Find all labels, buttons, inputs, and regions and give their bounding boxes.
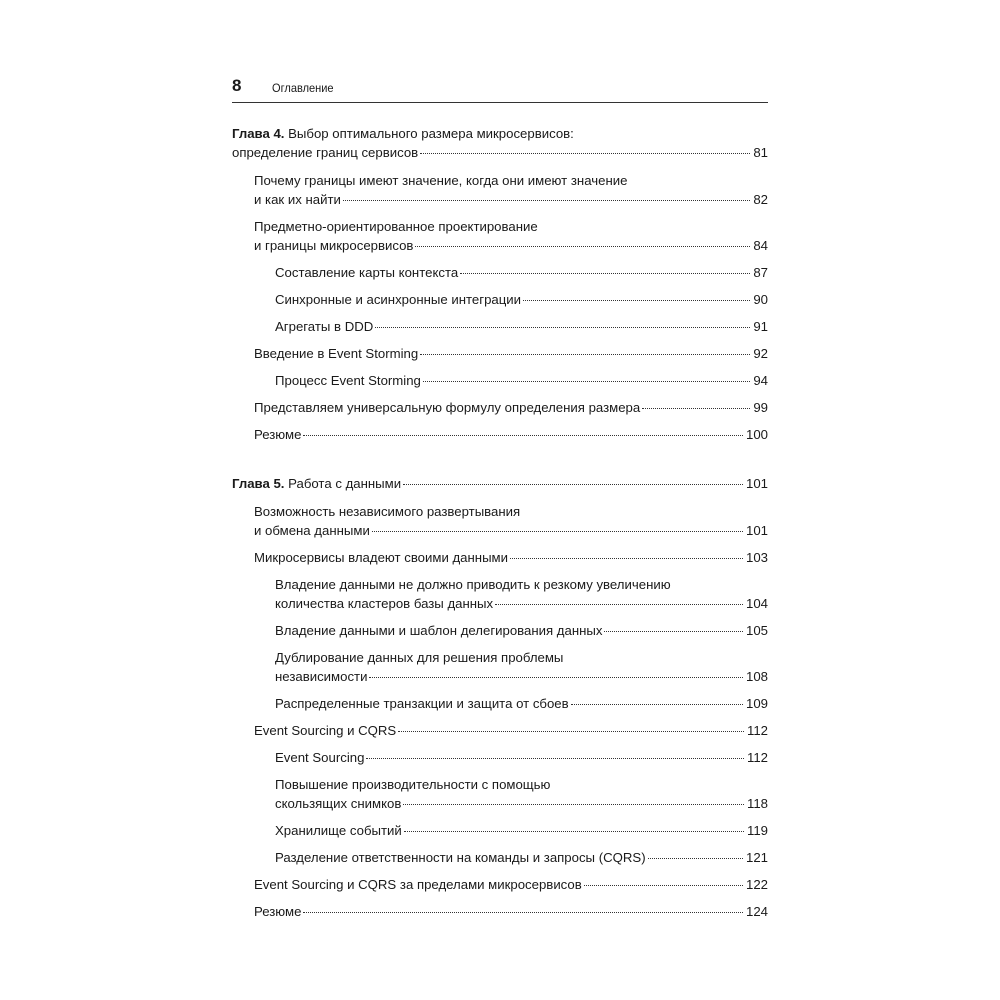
- entry-title: и обмена данными: [254, 523, 370, 538]
- page-number: 8: [232, 76, 242, 95]
- entry-title: Резюме: [254, 427, 302, 442]
- subsection-entry[interactable]: [232, 648, 768, 686]
- page-ref: 121: [745, 850, 768, 865]
- dot-leader: [372, 531, 743, 532]
- page-ref: 101: [745, 523, 768, 538]
- entry-title-line1: Владение данными не должно приводить к резкому увеличению: [275, 577, 671, 592]
- chapter-number: Глава 4.: [232, 126, 285, 141]
- page-ref: 92: [753, 346, 768, 361]
- subsection-entry[interactable]: [232, 848, 768, 867]
- dot-leader: [460, 273, 750, 274]
- entry-title-line: [254, 548, 768, 567]
- entry-title-line1: Почему границы имеют значение, когда они имеют значение: [254, 173, 628, 188]
- section-entry[interactable]: [232, 398, 768, 417]
- dot-leader: [398, 731, 744, 732]
- chapter-title: [232, 474, 401, 493]
- subsection-entry[interactable]: [232, 694, 768, 713]
- page-ref: 103: [745, 550, 768, 565]
- entry-title: количества кластеров базы данных: [275, 596, 494, 611]
- section-entry[interactable]: [232, 171, 768, 209]
- dot-leader: [403, 484, 743, 485]
- entry-title-line: [275, 821, 768, 840]
- entry-title-line: [254, 721, 768, 740]
- chapter-title-line: [232, 474, 768, 493]
- dot-leader: [523, 300, 750, 301]
- section-entry[interactable]: [232, 344, 768, 363]
- subsection-entry[interactable]: [232, 821, 768, 840]
- page-ref: 84: [753, 238, 768, 253]
- dot-leader: [648, 858, 743, 859]
- subsection-entry[interactable]: [232, 263, 768, 282]
- entry-title-line: [275, 694, 768, 713]
- entry-title: Владение данными и шаблон делегирования данных: [275, 623, 603, 638]
- chapter-title-line1: [232, 124, 768, 143]
- dot-leader: [404, 831, 744, 832]
- page-ref: 81: [753, 145, 768, 160]
- subsection-entry[interactable]: [232, 290, 768, 309]
- entry-title-line: [254, 425, 768, 444]
- entry-title-line1: Дублирование данных для решения проблемы: [275, 650, 564, 665]
- dot-leader: [415, 246, 750, 247]
- section-entry[interactable]: [232, 902, 768, 921]
- entry-title-line: [254, 875, 768, 894]
- entry-title-line: [254, 190, 768, 209]
- entry-title-line: [275, 848, 768, 867]
- entry-title-line: [254, 521, 768, 540]
- section-entry[interactable]: [232, 875, 768, 894]
- page-ref: 109: [745, 696, 768, 711]
- header-divider: [232, 102, 768, 103]
- section-entry[interactable]: [232, 502, 768, 540]
- entry-title: и границы микросервисов: [254, 238, 414, 253]
- entry-title: Синхронные и асинхронные интеграции: [275, 292, 522, 307]
- chapter-title-text: Работа с данными: [288, 476, 402, 491]
- dot-leader: [375, 327, 750, 328]
- entry-title: Процесс Event Storming: [275, 373, 421, 388]
- page-ref: 122: [745, 877, 768, 892]
- chapter-block: [232, 474, 768, 921]
- chapter-title-line2: [232, 143, 768, 162]
- section-entry[interactable]: [232, 721, 768, 740]
- section-entry[interactable]: [232, 425, 768, 444]
- running-head: [232, 74, 768, 104]
- page-ref: 91: [753, 319, 768, 334]
- chapter-number: Глава 5.: [232, 476, 285, 491]
- entry-title-line: [275, 371, 768, 390]
- dot-leader: [420, 354, 750, 355]
- page-ref: 100: [745, 427, 768, 442]
- dot-leader: [604, 631, 743, 632]
- entry-title: и как их найти: [254, 192, 341, 207]
- page-ref: 87: [753, 265, 768, 280]
- entry-title: Event Sourcing и CQRS: [254, 723, 397, 738]
- dot-leader: [642, 408, 750, 409]
- page-ref: 124: [745, 904, 768, 919]
- section-entry[interactable]: [232, 548, 768, 567]
- entry-title-line: [254, 344, 768, 363]
- dot-leader: [495, 604, 743, 605]
- entry-title-line: [275, 290, 768, 309]
- entry-title-line: [275, 794, 768, 813]
- entry-title-line: [275, 317, 768, 336]
- page-ref: 101: [745, 476, 768, 491]
- entry-title-line: [254, 236, 768, 255]
- entry-title-line: [275, 667, 768, 686]
- subsection-entry[interactable]: [232, 317, 768, 336]
- dot-leader: [420, 153, 750, 154]
- page-ref: 99: [753, 400, 768, 415]
- dot-leader: [369, 677, 743, 678]
- dot-leader: [303, 912, 743, 913]
- entry-title-line1: Возможность независимого развертывания: [254, 504, 521, 519]
- page-ref: 90: [753, 292, 768, 307]
- entry-title-line1: Предметно-ориентированное проектирование: [254, 219, 538, 234]
- entry-title: Введение в Event Storming: [254, 346, 419, 361]
- dot-leader: [343, 200, 750, 201]
- chapter-entry[interactable]: [232, 474, 768, 493]
- page-ref: 108: [745, 669, 768, 684]
- page-ref: 94: [753, 373, 768, 388]
- dot-leader: [510, 558, 743, 559]
- entry-title: Резюме: [254, 904, 302, 919]
- chapter-block: [232, 124, 768, 444]
- subsection-entry[interactable]: [232, 621, 768, 640]
- entry-title-line: [275, 263, 768, 282]
- page-ref: 104: [745, 596, 768, 611]
- entry-title: Event Sourcing и CQRS за пределами микросервисов: [254, 877, 582, 892]
- dot-leader: [571, 704, 743, 705]
- subsection-entry[interactable]: [232, 748, 768, 767]
- page-ref: 118: [746, 796, 768, 811]
- entry-title: Event Sourcing: [275, 750, 365, 765]
- entry-title: Распределенные транзакции и защита от сбоев: [275, 696, 569, 711]
- entry-title-line: [275, 621, 768, 640]
- running-title: Оглавление: [272, 81, 334, 95]
- page-ref: 112: [746, 723, 768, 738]
- dot-leader: [366, 758, 744, 759]
- entry-title-line1: Повышение производительности с помощью: [275, 777, 551, 792]
- entry-title: Представляем универсальную формулу определения размера: [254, 400, 641, 415]
- chapter-entry[interactable]: [232, 124, 768, 162]
- chapter-gap: [232, 452, 768, 474]
- subsection-entry[interactable]: [232, 371, 768, 390]
- entry-title: Агрегаты в DDD: [275, 319, 374, 334]
- entry-title: Хранилище событий: [275, 823, 402, 838]
- page-ref: 105: [745, 623, 768, 638]
- section-entry[interactable]: [232, 217, 768, 255]
- dot-leader: [423, 381, 750, 382]
- dot-leader: [584, 885, 743, 886]
- entry-title: Разделение ответственности на команды и запросы (CQRS): [275, 850, 646, 865]
- dot-leader: [303, 435, 743, 436]
- entry-title-line: [275, 594, 768, 613]
- page-ref: 112: [746, 750, 768, 765]
- subsection-entry[interactable]: [232, 775, 768, 813]
- entry-title-line: [275, 748, 768, 767]
- entry-title: Микросервисы владеют своими данными: [254, 550, 508, 565]
- entry-title-line: [254, 902, 768, 921]
- page-ref: 82: [753, 192, 768, 207]
- page-ref: 119: [746, 823, 768, 838]
- chapter-title-text: Выбор оптимального размера микросервисов:: [288, 126, 574, 141]
- chapter-title-text: определение границ сервисов: [232, 145, 419, 160]
- entry-title: скользящих снимков: [275, 796, 402, 811]
- dot-leader: [403, 804, 744, 805]
- table-of-contents: [232, 124, 768, 929]
- entry-title-line: [254, 398, 768, 417]
- subsection-entry[interactable]: [232, 575, 768, 613]
- entry-title: Составление карты контекста: [275, 265, 459, 280]
- entry-title: независимости: [275, 669, 368, 684]
